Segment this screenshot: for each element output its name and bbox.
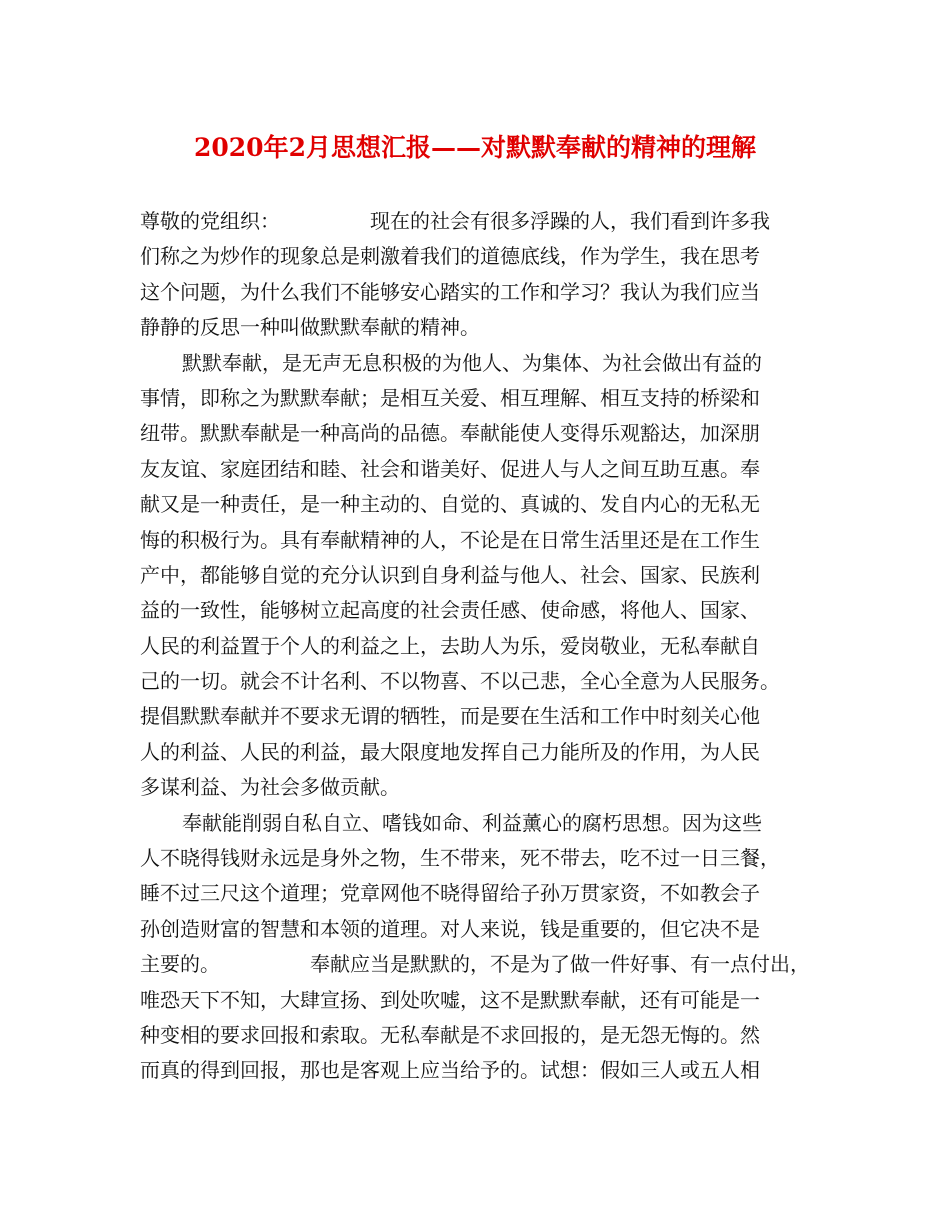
text-line: 人的利益、人民的利益，最大限度地发挥自己力能所及的作用，为人民: [140, 739, 760, 764]
text-line: [140, 204, 830, 239]
document-body: [140, 204, 830, 1089]
text-line: 友友谊、家庭团结和睦、社会和谐美好、促进人与人之间互助互惠。奉: [140, 456, 760, 481]
text-segment: 主要的。: [140, 952, 220, 977]
text-line: 益的一致性，能够树立起高度的社会责任感、使命感，将他人、国家、: [140, 598, 760, 623]
text-line: 人民的利益置于个人的利益之上，去助人为乐，爱岗敬业，无私奉献自: [140, 633, 760, 658]
text-line: 献又是一种责任，是一种主动的、自觉的、真诚的、发自内心的无私无: [140, 492, 760, 517]
text-segment: 奉献应当是默默的，不是为了做一件好事、有一点付出，: [310, 952, 810, 977]
document-title: 2020年2月思想汇报——对默默奉献的精神的理解: [194, 133, 756, 162]
text-line: 静静的反思一种叫做默默奉献的精神。: [140, 315, 480, 340]
text-line: 悔的积极行为。具有奉献精神的人，不论是在日常生活里还是在工作生: [140, 527, 760, 552]
text-line: 这个问题，为什么我们不能够安心踏实的工作和学习？我认为我们应当: [140, 279, 760, 304]
text-segment: 奉献能削弱自私自立、嗜钱如命、利益薰心的腐朽思想。因为这些: [182, 810, 762, 835]
text-line: 人不晓得钱财永远是身外之物，生不带来，死不带去，吃不过一日三餐，: [140, 846, 780, 871]
text-line: 唯恐天下不知，大肆宣扬、到处吹嘘，这不是默默奉献，还有可能是一: [140, 987, 760, 1012]
text-line: 种变相的要求回报和索取。无私奉献是不求回报的，是无怨无悔的。然: [140, 1022, 760, 1047]
text-line: 提倡默默奉献并不要求无谓的牺牲，而是要在生活和工作中时刻关心他: [140, 704, 760, 729]
text-line: 多谋利益、为社会多做贡献。: [140, 775, 400, 800]
text-line: 己的一切。就会不计名利、不以物喜、不以己悲，全心全意为人民服务。: [140, 669, 780, 694]
greeting: 尊敬的党组织：: [140, 209, 280, 233]
text-line: 纽带。默默奉献是一种高尚的品德。奉献能使人变得乐观豁达，加深朋: [140, 421, 760, 446]
text-line: [140, 346, 830, 381]
text-line: 事情，即称之为默默奉献；是相互关爱、相互理解、相互支持的桥梁和: [140, 385, 760, 410]
text-line: [140, 947, 830, 982]
text-segment: 现在的社会有很多浮躁的人，我们看到许多我: [370, 209, 770, 233]
text-line: 们称之为炒作的现象总是刺激着我们的道德底线，作为学生，我在思考: [140, 244, 760, 269]
text-line: 产中，都能够自觉的充分认识到自身利益与他人、社会、国家、民族利: [140, 562, 760, 587]
text-line: 而真的得到回报，那也是客观上应当给予的。试想：假如三人或五人相: [140, 1058, 760, 1083]
text-line: 孙创造财富的智慧和本领的道理。对人来说，钱是重要的，但它决不是: [140, 916, 760, 941]
text-line: [140, 806, 830, 841]
text-segment: 默默奉献，是无声无息积极的为他人、为集体、为社会做出有益的: [182, 350, 762, 375]
text-line: 睡不过三尺这个道理；党章网他不晓得留给子孙万贯家资，不如教会子: [140, 881, 760, 906]
